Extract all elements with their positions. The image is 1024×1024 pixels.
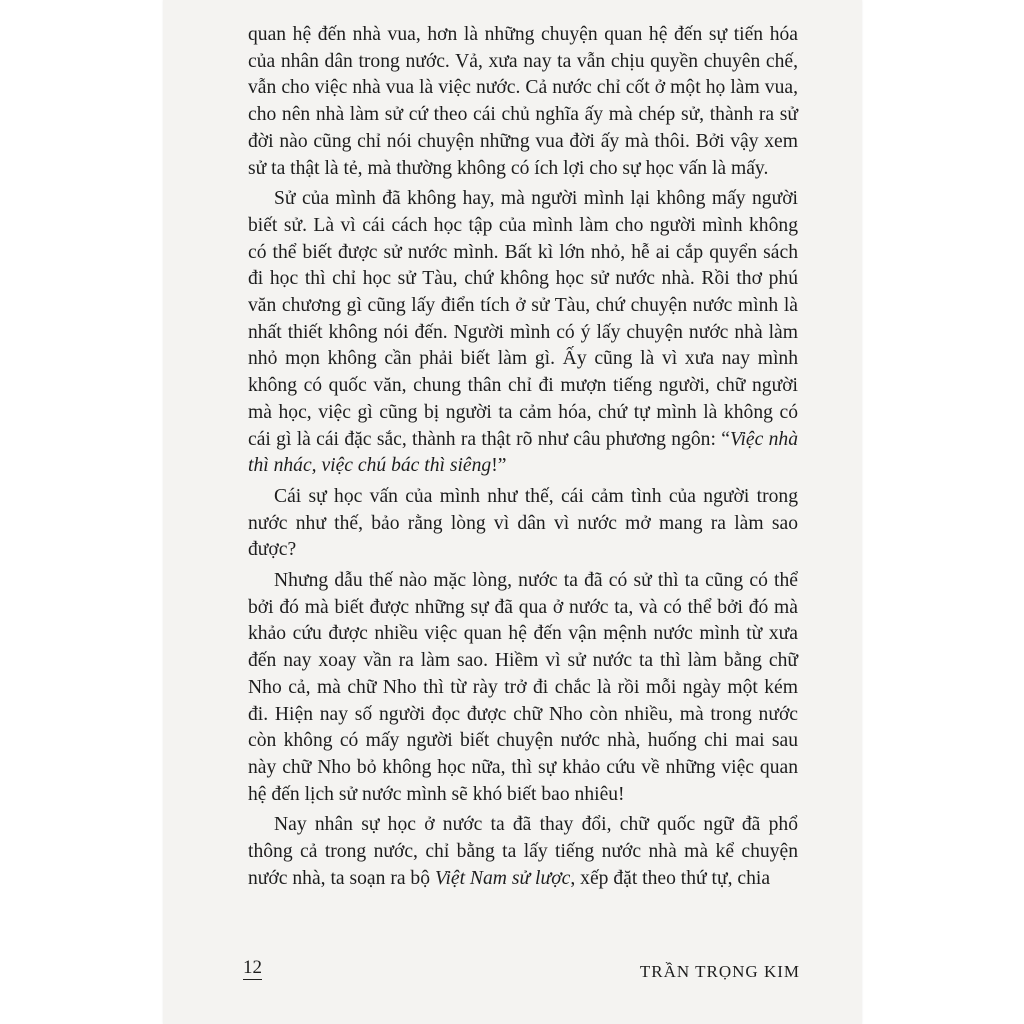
- paragraph-1-text: quan hệ đến nhà vua, hơn là những chuyện quan hệ đến sự tiến hóa của nhân dân trong nước. Vả, xưa nay ta vẫn chịu quyền chuyên chế, vẫn cho việc nhà vua là việc nước. Cả nước chỉ cốt ở một họ làm vua, cho nên nhà làm sử cứ theo cái chủ nghĩa ấy mà chép sử, thành ra sử đời nào cũng chỉ nói chuyện những vua đời ấy mà thôi. Bởi vậy xem sử ta thật là tẻ, mà thường không có ích lợi cho sự học vấn là mấy.: [248, 24, 798, 179]
- paragraph-4-text: Nhưng dẫu thế nào mặc lòng, nước ta đã có sử thì ta cũng có thể bởi đó mà biết được những sự đã qua ở nước ta, và có thể bởi đó mà khảo cứu được nhiều việc quan hệ đến vận mệnh nước mình từ xưa đến nay xoay vần ra làm sao. Hiềm vì sử nước ta thì làm bằng chữ Nho cả, mà chữ Nho thì từ rày trở đi chắc là rồi mỗi ngày một kém đi. Hiện nay số người đọc được chữ Nho còn nhiều, mà trong nước còn không có mấy người biết chuyện nước nhà, huống chi mai sau này chữ Nho bỏ không học nữa, thì sự khảo cứu về những việc quan hệ đến lịch sử nước mình sẽ khó biết bao nhiêu!: [248, 570, 798, 805]
- paragraph-5: [248, 812, 798, 892]
- running-footer-author: TRẦN TRỌNG KIM: [639, 962, 800, 981]
- page-number: 12: [243, 957, 262, 978]
- paragraph-2-text: Sử của mình đã không hay, mà người mình lại không mấy người biết sử. Là vì cái cách học tập của mình làm cho người mình không có thể biết được sử nước mình. Bất kì lớn nhỏ, hễ ai cắp quyển sách đi học thì chỉ học sử Tàu, chứ không học sử nước nhà. Rồi thơ phú văn chương gì cũng lấy điển tích ở sử Tàu, chứ chuyện nước mình là nhất thiết không nói đến. Người mình có ý lấy chuyện nước nhà làm nhỏ mọn không cần phải biết làm gì. Ấy cũng là vì xưa nay mình không có quốc văn, chung thân chỉ đi mượn tiếng người, chữ người mà học, việc gì cũng bị người ta cảm hóa, chứ tự mình là không có cái gì là cái đặc sắc, thành ra thật rõ như câu phương ngôn:: [248, 188, 798, 450]
- paragraph-3: [248, 484, 798, 564]
- proverb-italic: Việc nhà thì nhác, việc chú bác thì siêng: [248, 428, 798, 477]
- book-title-italic: Việt Nam sử lược: [434, 867, 571, 889]
- quote-open: “: [721, 428, 730, 450]
- paragraph-4: [248, 568, 798, 808]
- paragraph-5-text: Nay nhân sự học ở nước ta đã thay đổi, chữ quốc ngữ đã phổ thông cả trong nước, chỉ bằng ta lấy tiếng nước nhà mà kể chuyện nước nhà, ta soạn ra bộ: [248, 814, 798, 889]
- body-text: [248, 22, 798, 893]
- paragraph-2: [248, 186, 798, 480]
- paragraph-1: [248, 22, 798, 182]
- paragraph-5-tail: , xếp đặt theo thứ tự, chia: [570, 867, 771, 889]
- book-page: [163, 0, 862, 1024]
- quote-close: !”: [491, 455, 507, 477]
- paragraph-3-text: Cái sự học vấn của mình như thế, cái cảm tình của người trong nước như thế, bảo rằng lòng vì dân vì nước mở mang ra làm sao được?: [248, 485, 798, 561]
